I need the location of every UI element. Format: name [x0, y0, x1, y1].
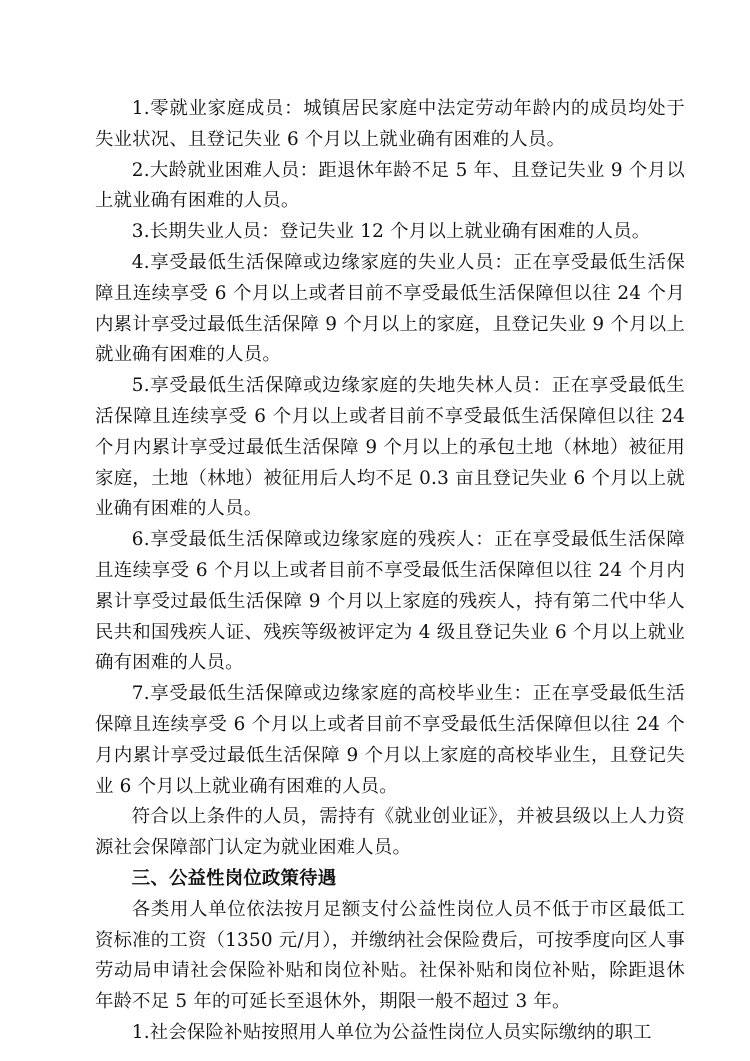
paragraph-certificate-requirement: 符合以上条件的人员，需持有《就业创业证》，并被县级以上人力资源社会保障部门认定为就业困难人员。	[95, 806, 685, 859]
paragraph-older-job-seekers: 2.大龄就业困难人员：距退休年龄不足 5 年、且登记失业 9 个月以上就业确有困难的人员。	[95, 159, 685, 212]
paragraph-subsistence-unemployed: 4.享受最低生活保障或边缘家庭的失业人员：正在享受最低生活保障且连续享受 6 个月以上或者目前不享受最低生活保障但以往 24 个月内累计享受过最低生活保障 9 个月以上的家庭，且登记失业 9 个月以上就业确有困难的人员。	[95, 251, 685, 366]
paragraph-long-term-unemployed: 3.长期失业人员：登记失业 12 个月以上就业确有困难的人员。	[131, 221, 651, 243]
paragraph-employer-subsidy: 各类用人单位依法按月足额支付公益性岗位人员不低于市区最低工资标准的工资（1350 元/月），并缴纳社会保险费后，可按季度向区人事劳动局申请社会保险补贴和岗位补贴。社保补贴和岗位补贴，除距退休年龄不足 5 年的可延长至退休外，期限一般不超过 3 年。	[95, 898, 685, 1013]
section-heading-public-welfare-posts: 三、公益性岗位政策待遇	[131, 867, 337, 889]
paragraph-landless-persons: 5.享受最低生活保障或边缘家庭的失地失林人员：正在享受最低生活保障且连续享受 6 个月以上或者目前不享受最低生活保障但以往 24 个月内累计享受过最低生活保障 9 个月以上的承包土地（林地）被征用家庭，土地（林地）被征用后人均不足 0.3 亩且登记失业 6 个月以上就业确有困难的人员。	[95, 375, 685, 520]
paragraph-disabled-persons: 6.享受最低生活保障或边缘家庭的残疾人：正在享受最低生活保障且连续享受 6 个月以上或者目前不享受最低生活保障但以往 24 个月内累计享受过最低生活保障 9 个月以上家庭的残疾人，持有第二代中华人民共和国残疾人证、残疾等级被评定为 4 级且登记失业 6 个月以上就业确有困难的人员。	[95, 529, 685, 674]
paragraph-social-insurance-subsidy: 1.社会保险补贴按照用人单位为公益性岗位人员实际缴纳的职工	[131, 1021, 652, 1043]
paragraph-graduates: 7.享受最低生活保障或边缘家庭的高校毕业生：正在享受最低生活保障且连续享受 6 个月以上或者目前不享受最低生活保障但以往 24 个月内累计享受过最低生活保障 9 个月以上家庭的高校毕业生，且登记失业 6 个月以上就业确有困难的人员。	[95, 683, 685, 797]
paragraph-zero-employment-family: 1.零就业家庭成员：城镇居民家庭中法定劳动年龄内的成员均处于失业状况、且登记失业 6 个月以上就业确有困难的人员。	[95, 98, 685, 150]
document-page	[95, 94, 685, 1049]
